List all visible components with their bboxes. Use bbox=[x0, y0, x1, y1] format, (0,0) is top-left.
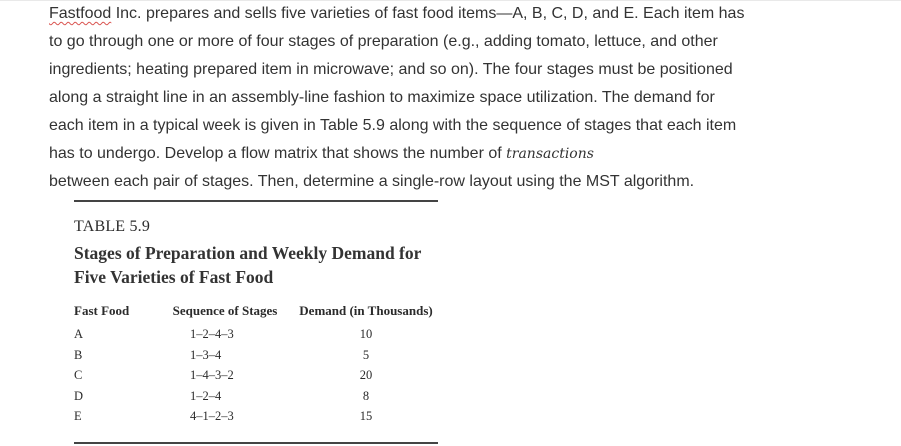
cell-sequence: 4–1–2–3 bbox=[190, 409, 234, 423]
table-row bbox=[74, 409, 438, 430]
cell-sequence: 1–2–4–3 bbox=[190, 327, 234, 341]
cell-demand: 8 bbox=[362, 388, 370, 403]
problem-line-1: Fastfood Inc. prepares and sells five varieties of fast food items—A, B, C, D, and E. Each item has bbox=[49, 5, 745, 22]
problem-statement bbox=[49, 0, 889, 196]
problem-line-3: ingredients; heating prepared item in microwave; and so on). The four stages must be positioned bbox=[49, 61, 733, 78]
cell-food: C bbox=[74, 368, 83, 382]
cell-food: E bbox=[74, 409, 82, 423]
header-demand: Demand (in Thousands) bbox=[299, 303, 433, 318]
problem-line-2: to go through one or more of four stages of preparation (e.g., adding tomato, lettuce, and other bbox=[49, 33, 718, 50]
cell-sequence: 1–2–4 bbox=[190, 388, 222, 403]
table-top-rule bbox=[74, 200, 438, 202]
cell-food: A bbox=[74, 327, 84, 341]
table-title-line-2: Five Varieties of Fast Food bbox=[74, 267, 274, 287]
demand-table bbox=[74, 303, 438, 430]
cell-demand: 5 bbox=[362, 347, 370, 362]
table-number: TABLE 5.9 bbox=[74, 218, 151, 235]
cell-demand: 15 bbox=[359, 409, 373, 423]
problem-line-4: along a straight line in an assembly-line fashion to maximize space utilization. The demand for bbox=[49, 89, 715, 106]
table-row bbox=[74, 389, 438, 410]
spellcheck-word: Fastfood bbox=[49, 5, 112, 22]
header-fast-food: Fast Food bbox=[74, 303, 130, 318]
table-title bbox=[74, 241, 438, 289]
cell-demand: 10 bbox=[359, 327, 373, 341]
table-title-line-1: Stages of Preparation and Weekly Demand for bbox=[74, 243, 422, 263]
header-sequence: Sequence of Stages bbox=[172, 303, 278, 318]
problem-line-6: has to undergo. Develop a flow matrix that shows the number of transactions bbox=[49, 145, 594, 162]
cell-sequence: 1–4–3–2 bbox=[190, 368, 234, 382]
cell-sequence: 1–3–4 bbox=[190, 347, 222, 362]
problem-line-5: each item in a typical week is given in Table 5.9 along with the sequence of stages that each item bbox=[49, 117, 737, 134]
italic-term: transactions bbox=[506, 146, 594, 162]
cell-food: D bbox=[74, 388, 84, 403]
table-row bbox=[74, 348, 438, 369]
table-bottom-rule bbox=[74, 442, 438, 444]
table-row bbox=[74, 368, 438, 389]
cell-demand: 20 bbox=[359, 368, 373, 382]
cell-food: B bbox=[74, 347, 83, 362]
table-header-row bbox=[74, 303, 438, 327]
table-5-9 bbox=[74, 200, 438, 444]
table-row bbox=[74, 327, 438, 348]
problem-line-7: between each pair of stages. Then, determine a single-row layout using the MST algorithm. bbox=[49, 173, 695, 190]
